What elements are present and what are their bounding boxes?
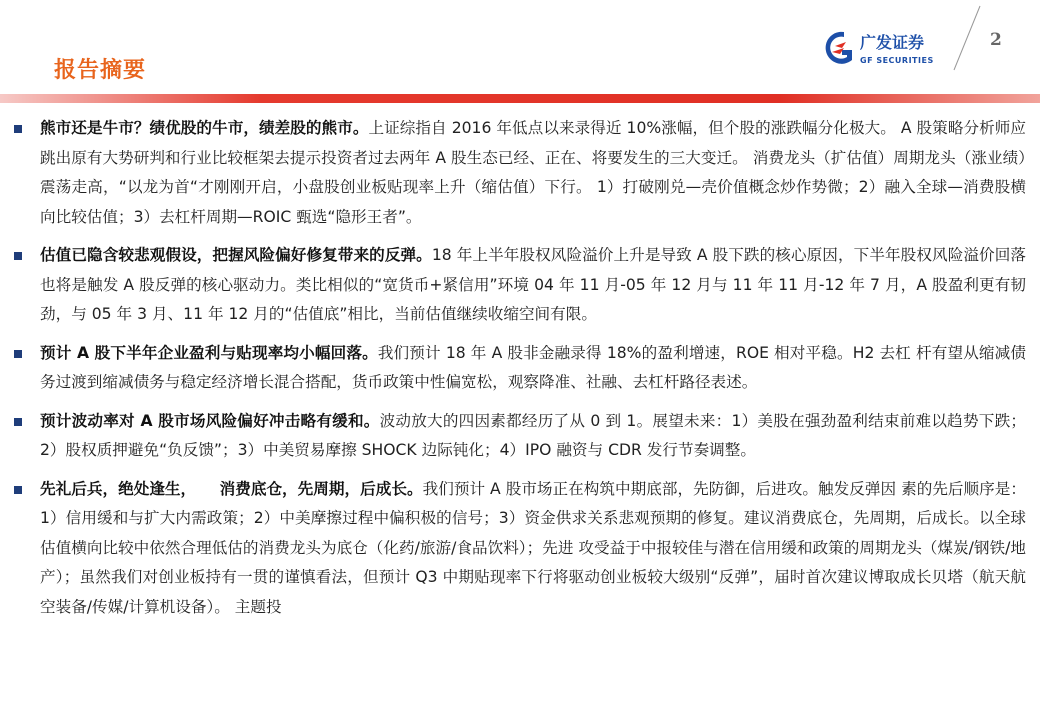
square-bullet-icon <box>14 418 22 426</box>
square-bullet-icon <box>14 252 22 260</box>
logo-cn-text: 广发证券 <box>860 33 925 52</box>
bullet-body: 波动放大的四因素都经历了从 0 到 1。展望未来：1）美股在强劲盈利结束前难以趋势下跌；2）股权质押避免“负反馈”；3）中美贸易摩擦 SHOCK 边际钝化；4）IPO 融资与 CDR 发行节奏调整。 <box>40 411 1026 459</box>
header-rule <box>0 94 1040 103</box>
bullet-body: 18 年上半年股权风险溢价上升是导致 A 股下跌的核心原因，下半年股权风险溢价回落也将是触发 A 股反弹的核心驱动力。类比相似的“宽货币+紧信用”环境 04 年 11 月-05 年 12 月与 11 年 11 月-12 年 7 月，A 股盈利更有韧劲，与 05 年 3 月、11 年 12 月的“估值底”相比，当前估值继续收缩空间有限。 <box>40 246 1026 323</box>
bullet-paragraph <box>40 339 1026 398</box>
divider-slash-icon <box>950 4 984 74</box>
bullet-paragraph <box>40 407 1026 466</box>
page-title: 报告摘要 <box>54 58 147 83</box>
bullet-lead: 先礼后兵，绝处逢生， 消费底仓，先周期，后成长。 <box>40 479 423 498</box>
bullet-lead: 预计波动率对 A 股市场风险偏好冲击略有缓和。 <box>40 411 380 430</box>
bullet-lead: 预计 A 股下半年企业盈利与贴现率均小幅回落。 <box>40 343 378 362</box>
bullet-paragraph <box>40 475 1026 623</box>
report-header <box>0 0 1040 105</box>
bullet-lead: 估值已隐含较悲观假设，把握风险偏好修复带来的反弹。 <box>40 246 432 264</box>
square-bullet-icon <box>14 350 22 358</box>
summary-bullet-2 <box>14 241 1026 330</box>
bullet-body: 我们预计 18 年 A 股非金融录得 18%的盈利增速，ROE 相对平稳。H2 去杠 杆有望从缩减债务过渡到缩减债务与稳定经济增长混合搭配，货币政策中性偏宽松，观察降准、社融、去杠杆路径表述。 <box>40 343 1026 391</box>
gf-logo-mark-icon <box>826 32 852 64</box>
summary-bullet-3 <box>14 339 1026 398</box>
square-bullet-icon <box>14 486 22 494</box>
summary-bullet-4 <box>14 407 1026 466</box>
summary-bullet-1 <box>14 114 1026 232</box>
page-number: 2 <box>990 30 1002 50</box>
bullet-paragraph <box>40 241 1026 330</box>
summary-content <box>14 114 1026 631</box>
square-bullet-icon <box>14 125 22 133</box>
bullet-body: 上证综指自 2016 年低点以来录得近 10%涨幅，但个股的涨跌幅分化极大。 A 股策略分析师应跳出原有大势研判和行业比较框架去提示投资者过去两年 A 股生态已经、正在、将要发生的三大变迁。 消费龙头（扩估值）周期龙头（涨业绩）震荡走高，“以龙为首“才刚刚开启，小盘股创业板贴现率上升（缩估值）下行。 1）打破刚兑—壳价值概念炒作势微；2）融入全球—消费股横向比较估值；3）去杠杆周期—ROIC 甄选“隐形王者”。 <box>40 119 1026 226</box>
bullet-body: 我们预计 A 股市场正在构筑中期底部，先防御，后进攻。触发反弹因 素的先后顺序是：1）信用缓和与扩大内需政策；2）中美摩擦过程中偏积极的信号；3）资金供求关系悲观预期的修复。建议消费底仓，先周期，后成长。以全球估值横向比较中依然合理低估的消费龙头为底仓（化药/旅游/食品饮料）；先进 攻受益于中报较佳与潜在信用缓和政策的周期龙头（煤炭/钢铁/地产）；虽然我们对创业板持有一贯的谨慎看法，但预计 Q3 中期贴现率下行将驱动创业板较大级别“反弹”，届时首次建议博取成长贝塔（航天航空装备/传媒/计算机设备）。 主题投 <box>40 479 1026 616</box>
bullet-lead: 熊市还是牛市？绩优股的牛市，绩差股的熊市。 <box>40 119 369 137</box>
summary-bullet-5 <box>14 475 1026 623</box>
bullet-paragraph <box>40 114 1026 232</box>
gf-securities-logo <box>822 26 952 70</box>
logo-en-text: GF SECURITIES <box>860 56 934 65</box>
